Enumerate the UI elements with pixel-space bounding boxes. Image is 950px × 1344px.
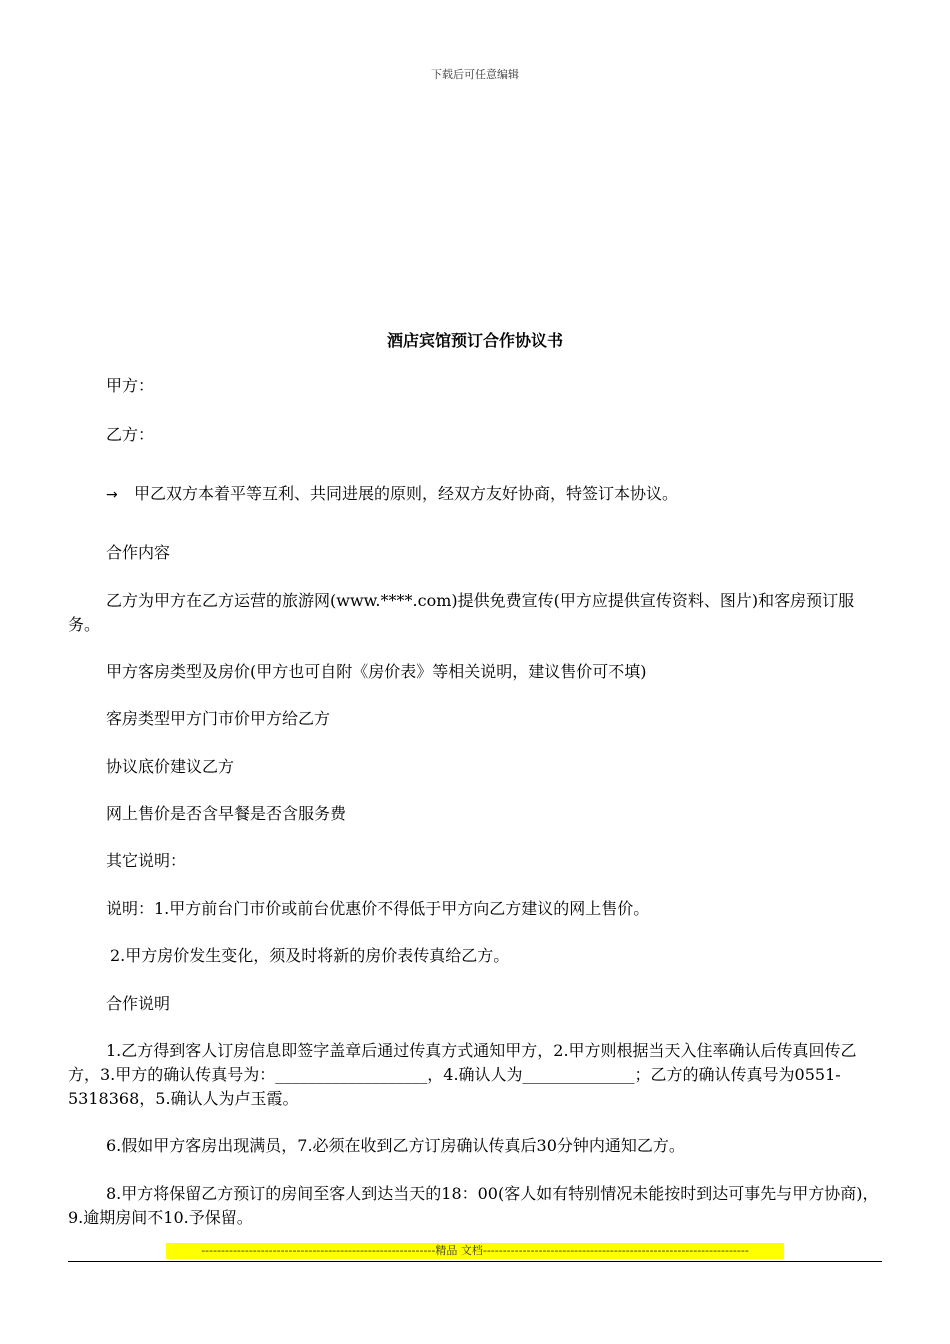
document-title: 酒店宾馆预订合作协议书 [386, 331, 563, 350]
footer-highlight-label: -----------------------------------------------------------精品 文档------------------------------------------------------------------- [166, 1243, 784, 1259]
note-2: 2.甲方房价发生变化，须及时将新的房价表传真给乙方。 [110, 946, 510, 965]
section-heading-cooperation-notes: 合作说明 [106, 994, 171, 1013]
other-notes-label: 其它说明： [106, 851, 187, 870]
room-type-line: 客房类型甲方门市价甲方给乙方 [106, 709, 331, 728]
room-types-paragraph: 甲方客房类型及房价(甲方也可自附《房价表》等相关说明，建议售价可不填) [106, 662, 647, 681]
intro-paragraph [106, 482, 678, 507]
intro-text: 甲乙双方本着平等互利、共同进展的原则，经双方友好协商，特签订本协议。 [134, 484, 679, 503]
service-paragraph: 乙方为甲方在乙方运营的旅游网(www.****.com)提供免费宣传(甲方应提供宣传资料、图片)和客房预订服务。 [68, 591, 855, 634]
online-price-line: 网上售价是否含早餐是否含服务费 [106, 804, 347, 823]
party-b-label: 乙方： [106, 425, 155, 444]
footer-divider [68, 1261, 882, 1262]
party-a-label: 甲方： [106, 376, 155, 395]
header-note: 下载后可任意编辑 [431, 68, 519, 81]
cooperation-paragraph-3: 8.甲方将保留乙方预订的房间至客人到达当天的18：00(客人如有特别情况未能按时到达可事先与甲方协商)，9.逾期房间不10.予保留。 [68, 1184, 879, 1227]
section-heading-cooperation-content: 合作内容 [106, 543, 171, 562]
note-1: 说明：1.甲方前台门市价或前台优惠价不得低于甲方向乙方建议的网上售价。 [106, 899, 650, 918]
agreement-price-line: 协议底价建议乙方 [106, 757, 235, 776]
cooperation-paragraph-1: 1.乙方得到客人订房信息即签字盖章后通过传真方式通知甲方，2.甲方则根据当天入住率确认后传真回传乙方，3.甲方的确认传真号为：___________________，4.确认人为______________；乙方的确认传真号为0551-5318368，5.确认人为卢玉霞。 [68, 1041, 857, 1108]
arrow-icon: → [106, 487, 118, 503]
cooperation-paragraph-2: 6.假如甲方客房出现满员，7.必须在收到乙方订房确认传真后30分钟内通知乙方。 [106, 1136, 685, 1155]
